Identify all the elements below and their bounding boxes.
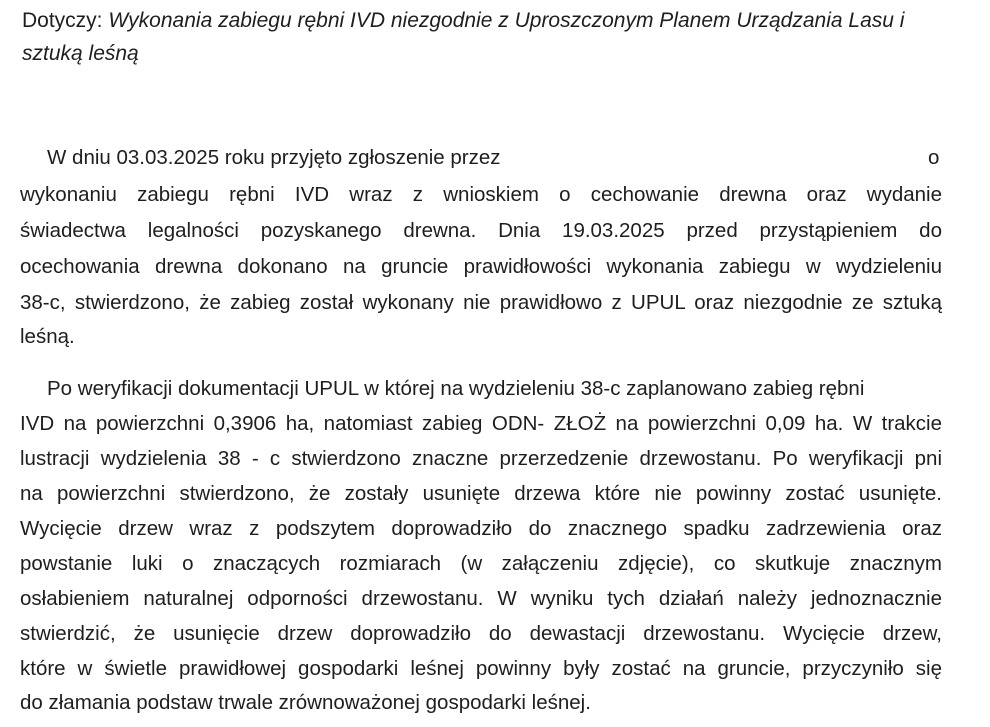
subject-lead: Dotyczy: — [22, 9, 103, 32]
subject-topic-line-1: Wykonania zabiegu rębni IVD niezgodnie z Uproszczonym Planem Urządzania Lasu i — [108, 9, 905, 32]
paragraph-2-line-8: stwierdzić, że usunięcie drzew doprowadziło do dewastacji drzewostanu. Wycięcie drzew, — [20, 622, 942, 645]
paragraph-1-line-1: W dniu 03.03.2025 roku przyjęto zgłoszenie przez — [47, 146, 501, 169]
paragraph-1-line-1-tail: o — [928, 146, 940, 169]
paragraph-2-line-6: powstanie luki o znaczących rozmiarach (w załączeniu zdjęcie), co skutkuje znacznym — [20, 552, 942, 575]
paragraph-2-line-9: które w świetle prawidłowej gospodarki leśnej powinny były zostać na gruncie, przyczyniło się — [20, 657, 942, 680]
paragraph-2-line-2: IVD na powierzchni 0,3906 ha, natomiast zabieg ODN- ZŁOŻ na powierzchni 0,09 ha. W trakcie — [20, 412, 942, 435]
subject-heading — [22, 4, 962, 70]
paragraph-2-line-1: Po weryfikacji dokumentacji UPUL w której na wydzieleniu 38-c zaplanowano zabieg rębni — [47, 377, 865, 400]
paragraph-2-line-4: na powierzchni stwierdzono, że zostały usunięte drzewa które nie powinny zostać usunięte. — [20, 482, 942, 505]
paragraph-2-line-10: do złamania podstaw trwale zrównoważonej gospodarki leśnej. — [20, 691, 591, 714]
paragraph-1-line-3: świadectwa legalności pozyskanego drewna. Dnia 19.03.2025 przed przystąpieniem do — [20, 219, 942, 242]
paragraph-1-line-4: ocechowania drewna dokonano na gruncie prawidłowości wykonania zabiegu w wydzieleniu — [20, 255, 942, 278]
paragraph-1-line-6: leśną. — [20, 325, 75, 348]
paragraph-1-line-2: wykonaniu zabiegu rębni IVD wraz z wnioskiem o cechowanie drewna oraz wydanie — [20, 183, 942, 206]
paragraph-1-line-5: 38-c, stwierdzono, że zabieg został wykonany nie prawidłowo z UPUL oraz niezgodnie ze sztuką — [20, 291, 942, 314]
subject-line-1 — [22, 4, 962, 37]
paragraph-2-line-7: osłabieniem naturalnej odporności drzewostanu. W wyniku tych działań należy jednoznacznie — [20, 587, 942, 610]
subject-topic-line-2: sztuką leśną — [22, 42, 139, 65]
paragraph-2-line-5: Wycięcie drzew wraz z podszytem doprowadziło do znacznego spadku zadrzewienia oraz — [20, 517, 942, 540]
paragraph-2-line-3: lustracji wydzielenia 38 - c stwierdzono znaczne przerzedzenie drzewostanu. Po weryfikacji pni — [20, 447, 942, 470]
